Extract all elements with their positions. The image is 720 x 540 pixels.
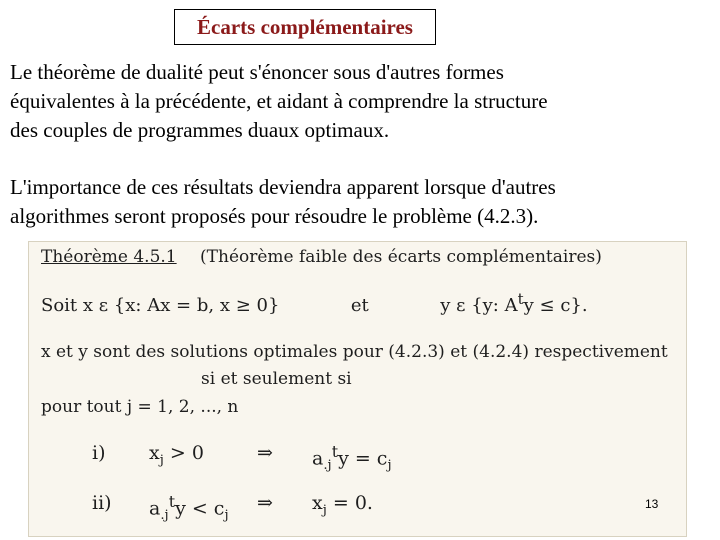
primal-set: Soit x ε {x: Ax = b, x ≥ 0} [41,295,280,316]
condition-rhs: $x_j = 0$. [312,492,373,518]
intro-line: des couples de programmes duaux optimaux. [10,118,390,142]
intro-paragraph [10,58,710,145]
condition-lhs: $a_{.j}^ty < c_j$ [149,492,229,524]
theorem-scan [28,241,687,537]
theorem-forall-line: pour tout j = 1, 2, ..., n [41,397,239,417]
importance-line: algorithmes seront proposés pour résoudre le problème (4.2.3). [10,204,539,228]
slide-title: Écarts complémentaires [174,9,436,45]
implies-arrow-icon: ⇒ [257,492,273,514]
theorem-name: (Théorème faible des écarts complémentaires) [200,247,602,267]
intro-line: Le théorème de dualité peut s'énoncer sous d'autres formes [10,60,504,84]
page-number: 13 [645,497,659,511]
dual-set: y ε {y: $A^ty \le c$}. [440,290,588,316]
condition-lhs: $x_j > 0$ [149,442,204,468]
theorem-iff-line: si et seulement si [201,369,352,389]
theorem-heading [41,247,602,267]
condition-number: ii) [92,492,112,514]
importance-paragraph [10,173,710,231]
theorem-label: Théorème 4.5.1 [41,247,177,267]
theorem-sets-line [41,290,588,316]
implies-arrow-icon: ⇒ [257,442,273,464]
theorem-solutions-line: x et y sont des solutions optimales pour (4.2.3) et (4.2.4) respectivement [41,342,668,362]
condition-number: i) [92,442,106,464]
condition-rhs: $a_{.j}^ty = c_j$ [312,442,392,474]
and-word: et [350,295,369,316]
intro-line: équivalentes à la précédente, et aidant à comprendre la structure [10,89,548,113]
importance-line: L'importance de ces résultats deviendra apparent lorsque d'autres [10,175,556,199]
